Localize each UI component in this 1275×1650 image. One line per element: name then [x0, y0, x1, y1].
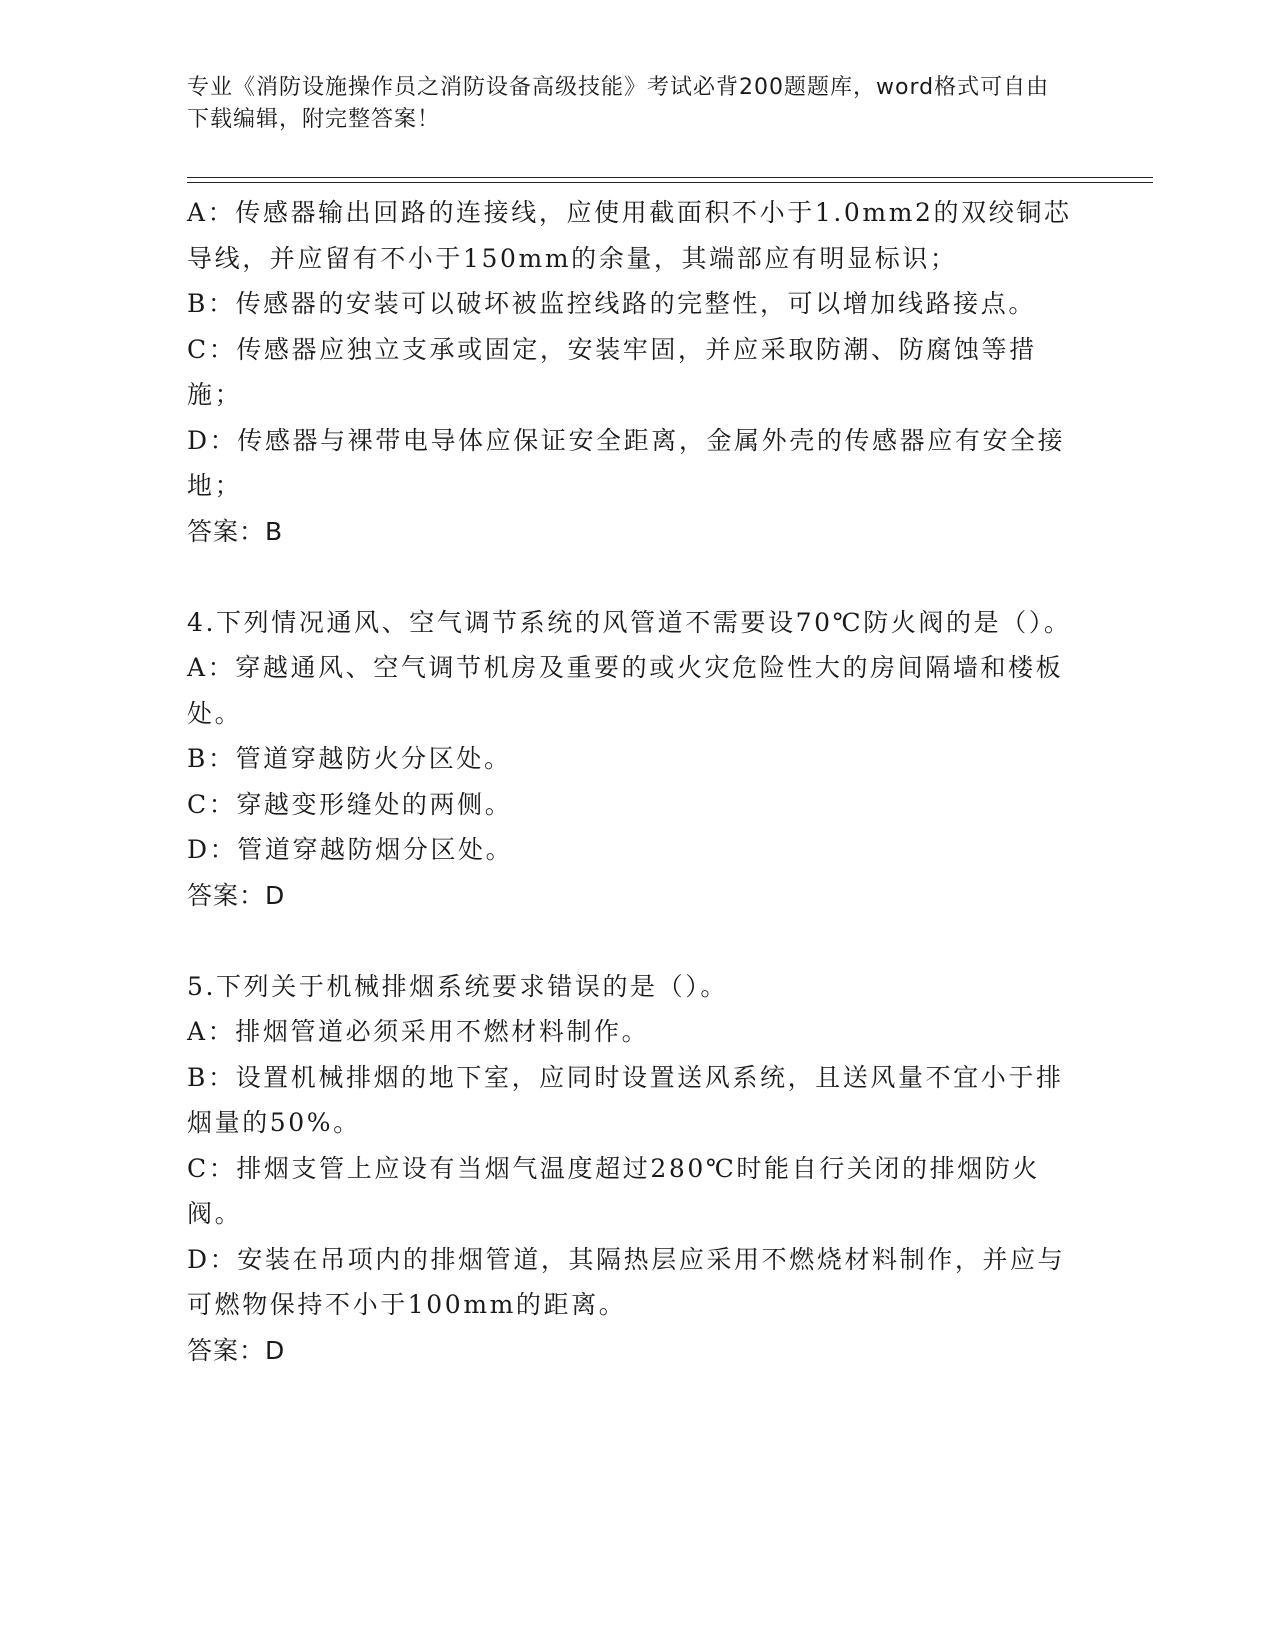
option-c: C：排烟支管上应设有当烟气温度超过280℃时能自行关闭的排烟防火阀。	[187, 1153, 1041, 1228]
option-c: C：穿越变形缝处的两侧。	[187, 789, 513, 819]
option-d: D：管道穿越防烟分区处。	[187, 835, 514, 864]
question-text: 4.下列情况通风、空气调节系统的风管道不需要设70℃防火阀的是（）。	[187, 607, 1072, 637]
option-b: B：管道穿越防火分区处。	[187, 744, 512, 773]
header-divider-top	[187, 177, 1153, 178]
option-d: D：安装在吊项内的排烟管道，其隔热层应采用不燃烧材料制作，并应与可燃物保持不小于100mm的距离。	[187, 1244, 1066, 1319]
question-block-4	[187, 600, 1077, 919]
document-header: 专业《消防设施操作员之消防设备高级技能》考试必背200题题库，word格式可自由下载编辑，附完整答案！	[187, 75, 1050, 132]
header-divider-bottom	[187, 182, 1153, 183]
spacer	[187, 918, 1077, 964]
option-b: B：传感器的安装可以破坏被监控线路的完整性，可以增加线路接点。	[187, 289, 1036, 318]
option-a: A：排烟管道必须采用不燃材料制作。	[187, 1017, 650, 1046]
answer-line: 答案：B	[187, 516, 284, 546]
spacer	[187, 554, 1077, 600]
answer-line: 答案：D	[187, 1335, 286, 1365]
question-block-3	[187, 190, 1077, 554]
option-a: A：穿越通风、空气调节机房及重要的或火灾危险性大的房间隔墙和楼板处。	[187, 653, 1064, 728]
answer-line: 答案：D	[187, 880, 286, 910]
option-c: C：传感器应独立支承或固定，安装牢固，并应采取防潮、防腐蚀等措施；	[187, 334, 1037, 409]
option-a: A：传感器输出回路的连接线，应使用截面积不小于1.0mm2的双绞铜芯导线，并应留有不小于150mm的余量，其端部应有明显标识；	[187, 198, 1072, 273]
option-d: D：传感器与裸带电导体应保证安全距离，金属外壳的传感器应有安全接地；	[187, 425, 1066, 500]
option-b: B：设置机械排烟的地下室，应同时设置送风系统，且送风量不宜小于排烟量的50%。	[187, 1062, 1064, 1137]
question-block-5	[187, 964, 1077, 1374]
question-content	[187, 190, 1077, 1373]
question-text: 5.下列关于机械排烟系统要求错误的是（）。	[187, 971, 728, 1001]
